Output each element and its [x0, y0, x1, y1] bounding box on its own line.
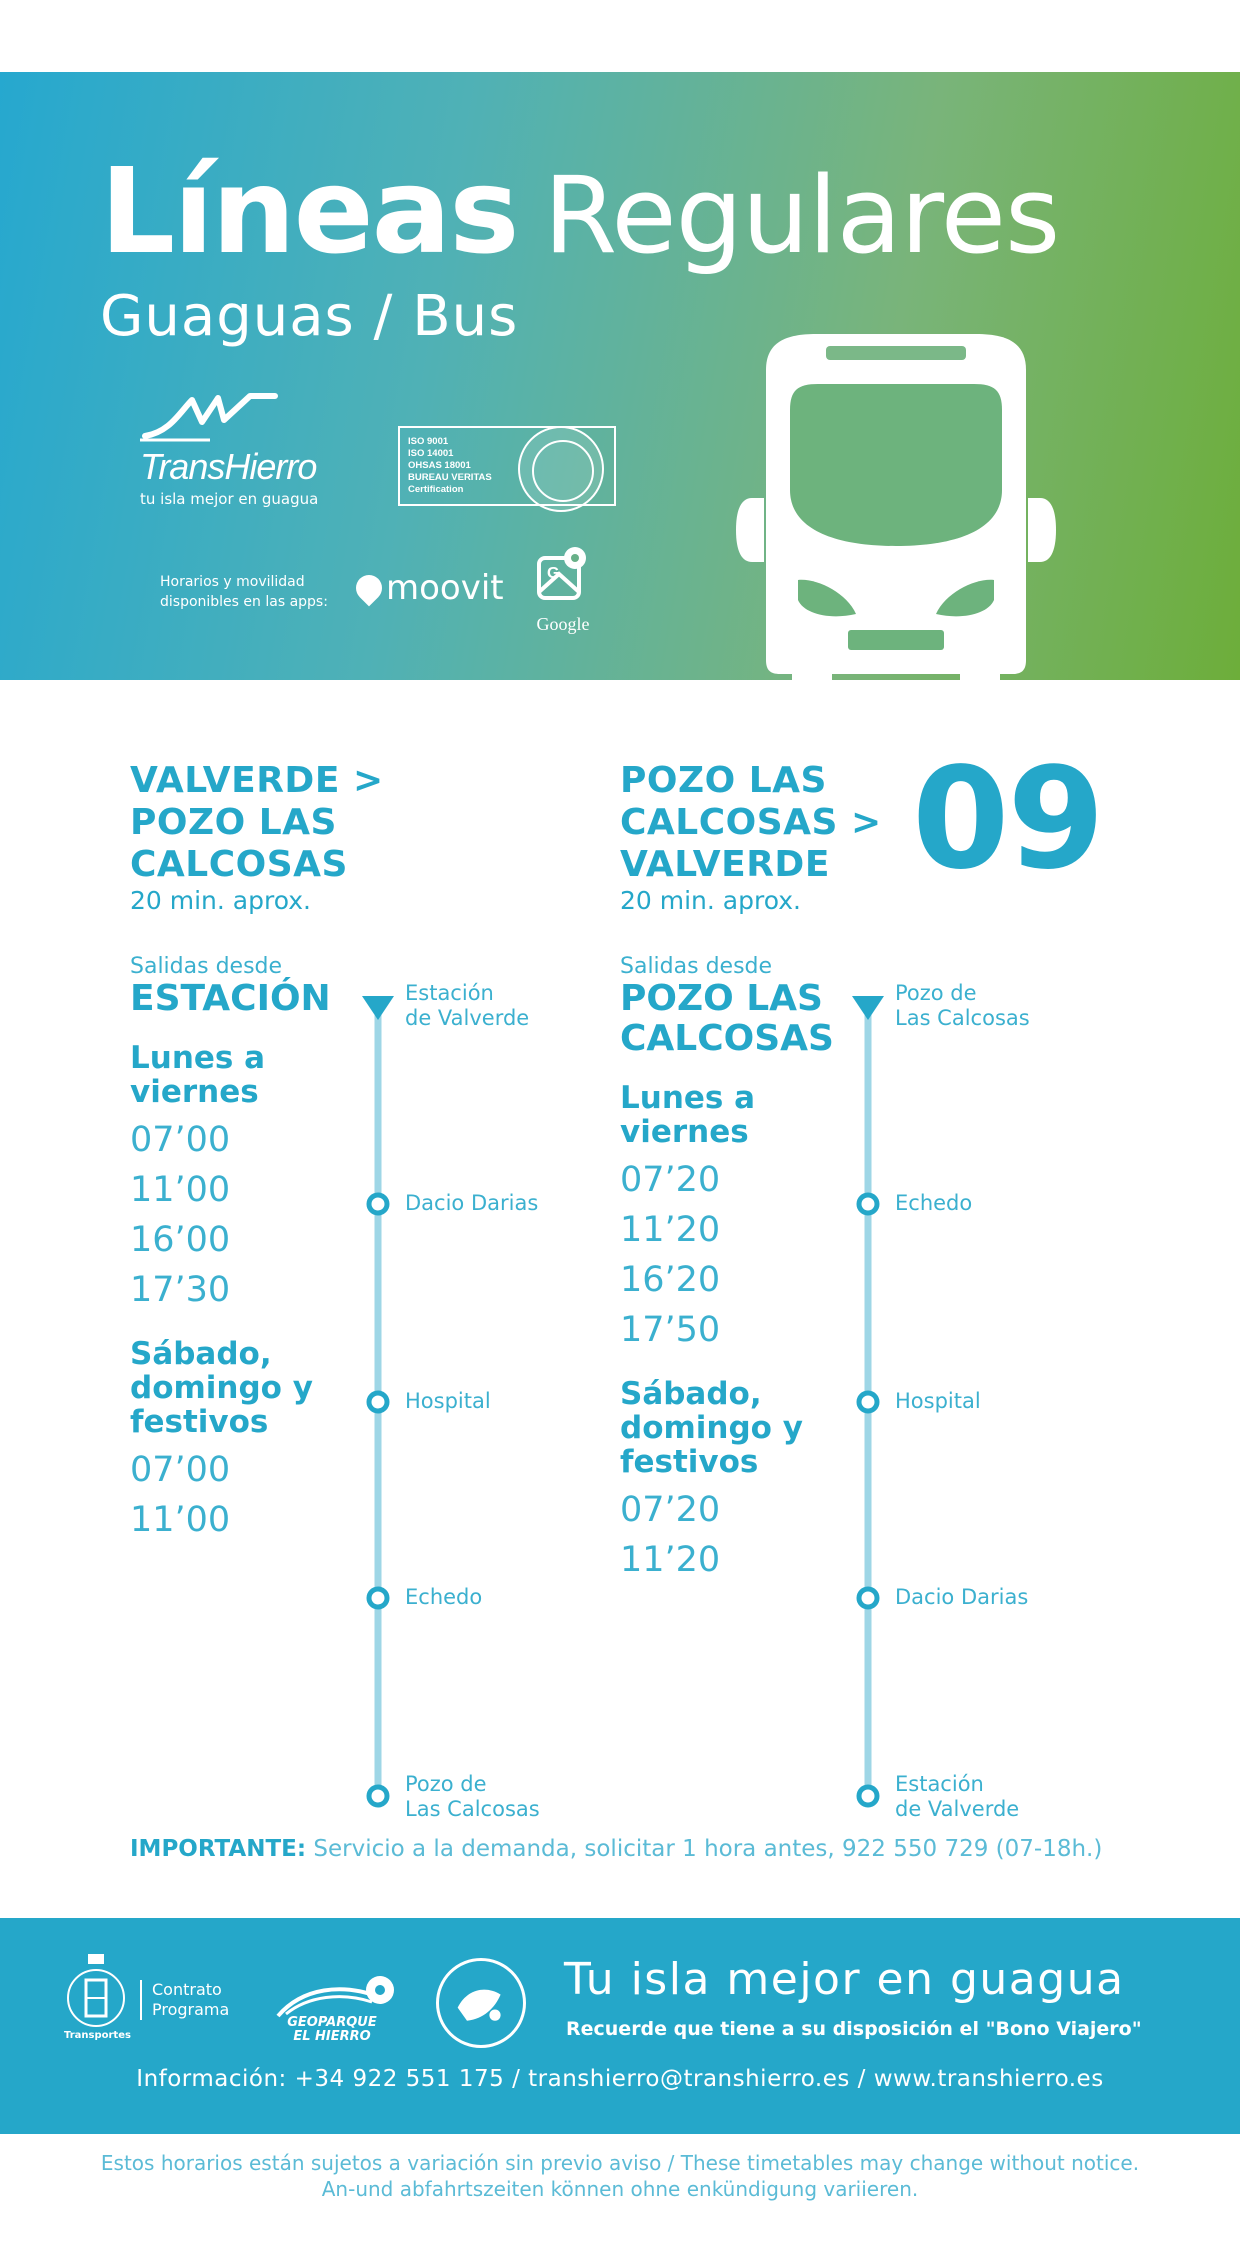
- line-number: 09: [912, 738, 1103, 901]
- departure-time: 11’20: [620, 1540, 721, 1580]
- stop-dot-icon: [369, 1393, 387, 1411]
- route-1-title: VALVERDE > POZO LAS CALCOSAS: [130, 760, 384, 885]
- bono-viajero-note: Recuerde que tiene a su disposición el "Bono Viajero": [566, 2018, 1142, 2040]
- route-1-duration: 20 min. aprox.: [130, 886, 311, 915]
- departure-time: 07’20: [620, 1490, 721, 1530]
- google-maps-icon: [535, 544, 591, 606]
- title-light: Regulares: [543, 154, 1060, 277]
- start-arrow-icon: [852, 996, 884, 1020]
- route-1-stop-5: Pozo de Las Calcosas: [405, 1772, 540, 1821]
- page-title: [100, 142, 1059, 280]
- stop-dot-icon: [859, 1393, 877, 1411]
- important-text: Servicio a la demanda, solicitar 1 hora antes, 922 550 729 (07-18h.): [306, 1836, 1103, 1862]
- route-2-title: POZO LAS CALCOSAS > VALVERDE: [620, 760, 882, 885]
- route-2-departure-label: Salidas desde: [620, 954, 773, 979]
- bureau-veritas-seal-icon: [518, 426, 604, 512]
- route-1-schedule: [130, 954, 331, 1545]
- route-2-weekday-times: [620, 1155, 834, 1355]
- start-arrow-icon: [362, 996, 394, 1020]
- departure-time: 16’00: [130, 1220, 231, 1260]
- svg-text:G: G: [547, 565, 560, 582]
- apps-label: Horarios y movilidad disponibles en las apps:: [160, 574, 328, 610]
- stop-dot-icon: [369, 1589, 387, 1607]
- route-2-weekend-label: Sábado, domingo y festivos: [620, 1376, 803, 1480]
- route-1-weekend-label: Sábado, domingo y festivos: [130, 1336, 313, 1440]
- departure-time: 11’00: [130, 1170, 231, 1210]
- route-2-duration: 20 min. aprox.: [620, 886, 801, 915]
- departure-time: 11’00: [130, 1500, 231, 1540]
- disclaimer: Estos horarios están sujetos a variación sin previo aviso / These timetables may change without notice. An-und abfahrtszeiten können ohne enkündigung variieren.: [100, 2151, 1140, 2201]
- route-2-stop-2: Echedo: [895, 1191, 973, 1215]
- biosphere-reserve-icon: [436, 1958, 526, 2048]
- stop-dot-icon: [859, 1589, 877, 1607]
- footer-band: [0, 1918, 1240, 2134]
- slogan: Tu isla mejor en guagua: [564, 1954, 1125, 2005]
- route-1-stop-3: Hospital: [405, 1389, 491, 1413]
- route-2-stop-5: Estación de Valverde: [895, 1772, 1020, 1821]
- route-1-stop-4: Echedo: [405, 1585, 483, 1609]
- stop-dot-icon: [859, 1195, 877, 1213]
- contrato-programa: Contrato Programa: [140, 1980, 229, 2020]
- moovit-logo[interactable]: moovit: [356, 568, 504, 608]
- moovit-pin-icon: [351, 570, 388, 607]
- bus-icon: [706, 330, 1086, 680]
- brand-tagline: tu isla mejor en guagua: [140, 490, 319, 508]
- route-2-weekend-times: [620, 1485, 834, 1585]
- brand-name: TransHierro: [140, 446, 317, 487]
- route-1-stop-2: Dacio Darias: [405, 1191, 539, 1215]
- hero-banner: [0, 72, 1240, 680]
- google-maps-logo[interactable]: G Google: [528, 544, 598, 634]
- route-1-stop-1: Estación de Valverde: [405, 981, 530, 1030]
- route-1-departure-label: Salidas desde: [130, 954, 283, 979]
- departure-time: 17’50: [620, 1310, 721, 1350]
- route-2-weekday-label: Lunes a viernes: [620, 1080, 756, 1150]
- route-1-timeline: [358, 990, 398, 1810]
- important-label: IMPORTANTE:: [130, 1836, 307, 1862]
- departure-time: 16’20: [620, 1260, 721, 1300]
- departure-time: 07’00: [130, 1120, 231, 1160]
- route-1-departure-stop: ESTACIÓN: [130, 978, 331, 1019]
- cabildo-label: Transportes: [64, 2030, 131, 2041]
- title-bold: Líneas: [100, 142, 518, 280]
- route-2-timeline: [848, 990, 888, 1810]
- stop-dot-icon: [369, 1787, 387, 1805]
- route-2-stop-1: Pozo de Las Calcosas: [895, 981, 1030, 1030]
- certification-badge: ISO 9001 ISO 14001 OHSAS 18001 BUREAU VERITAS Certification: [398, 426, 616, 506]
- route-1-weekday-label: Lunes a viernes: [130, 1040, 266, 1110]
- transhierro-logo: [140, 392, 370, 508]
- geoparque-label: GEOPARQUE EL HIERRO: [287, 2015, 377, 2044]
- stop-dot-icon: [859, 1787, 877, 1805]
- route-1-weekday-times: [130, 1115, 331, 1315]
- departure-time: 17’30: [130, 1270, 231, 1310]
- route-2-stop-4: Dacio Darias: [895, 1585, 1029, 1609]
- route-1-weekend-times: [130, 1445, 331, 1545]
- page-subtitle: Guaguas / Bus: [100, 284, 519, 349]
- departure-time: 07’00: [130, 1450, 231, 1490]
- route-2-schedule: [620, 954, 834, 1585]
- transhierro-mark-icon: [140, 392, 280, 442]
- departure-time: 07’20: [620, 1160, 721, 1200]
- important-notice: [130, 1836, 1102, 1862]
- contact-info: Información: +34 922 551 175 / transhierro@transhierro.es / www.transhierro.es: [136, 2066, 1104, 2092]
- route-1-header: [130, 760, 384, 915]
- route-2-header: [620, 760, 882, 915]
- route-2-stop-3: Hospital: [895, 1389, 981, 1413]
- departure-time: 11’20: [620, 1210, 721, 1250]
- stop-dot-icon: [369, 1195, 387, 1213]
- route-2-departure-stop: POZO LAS CALCOSAS: [620, 978, 834, 1059]
